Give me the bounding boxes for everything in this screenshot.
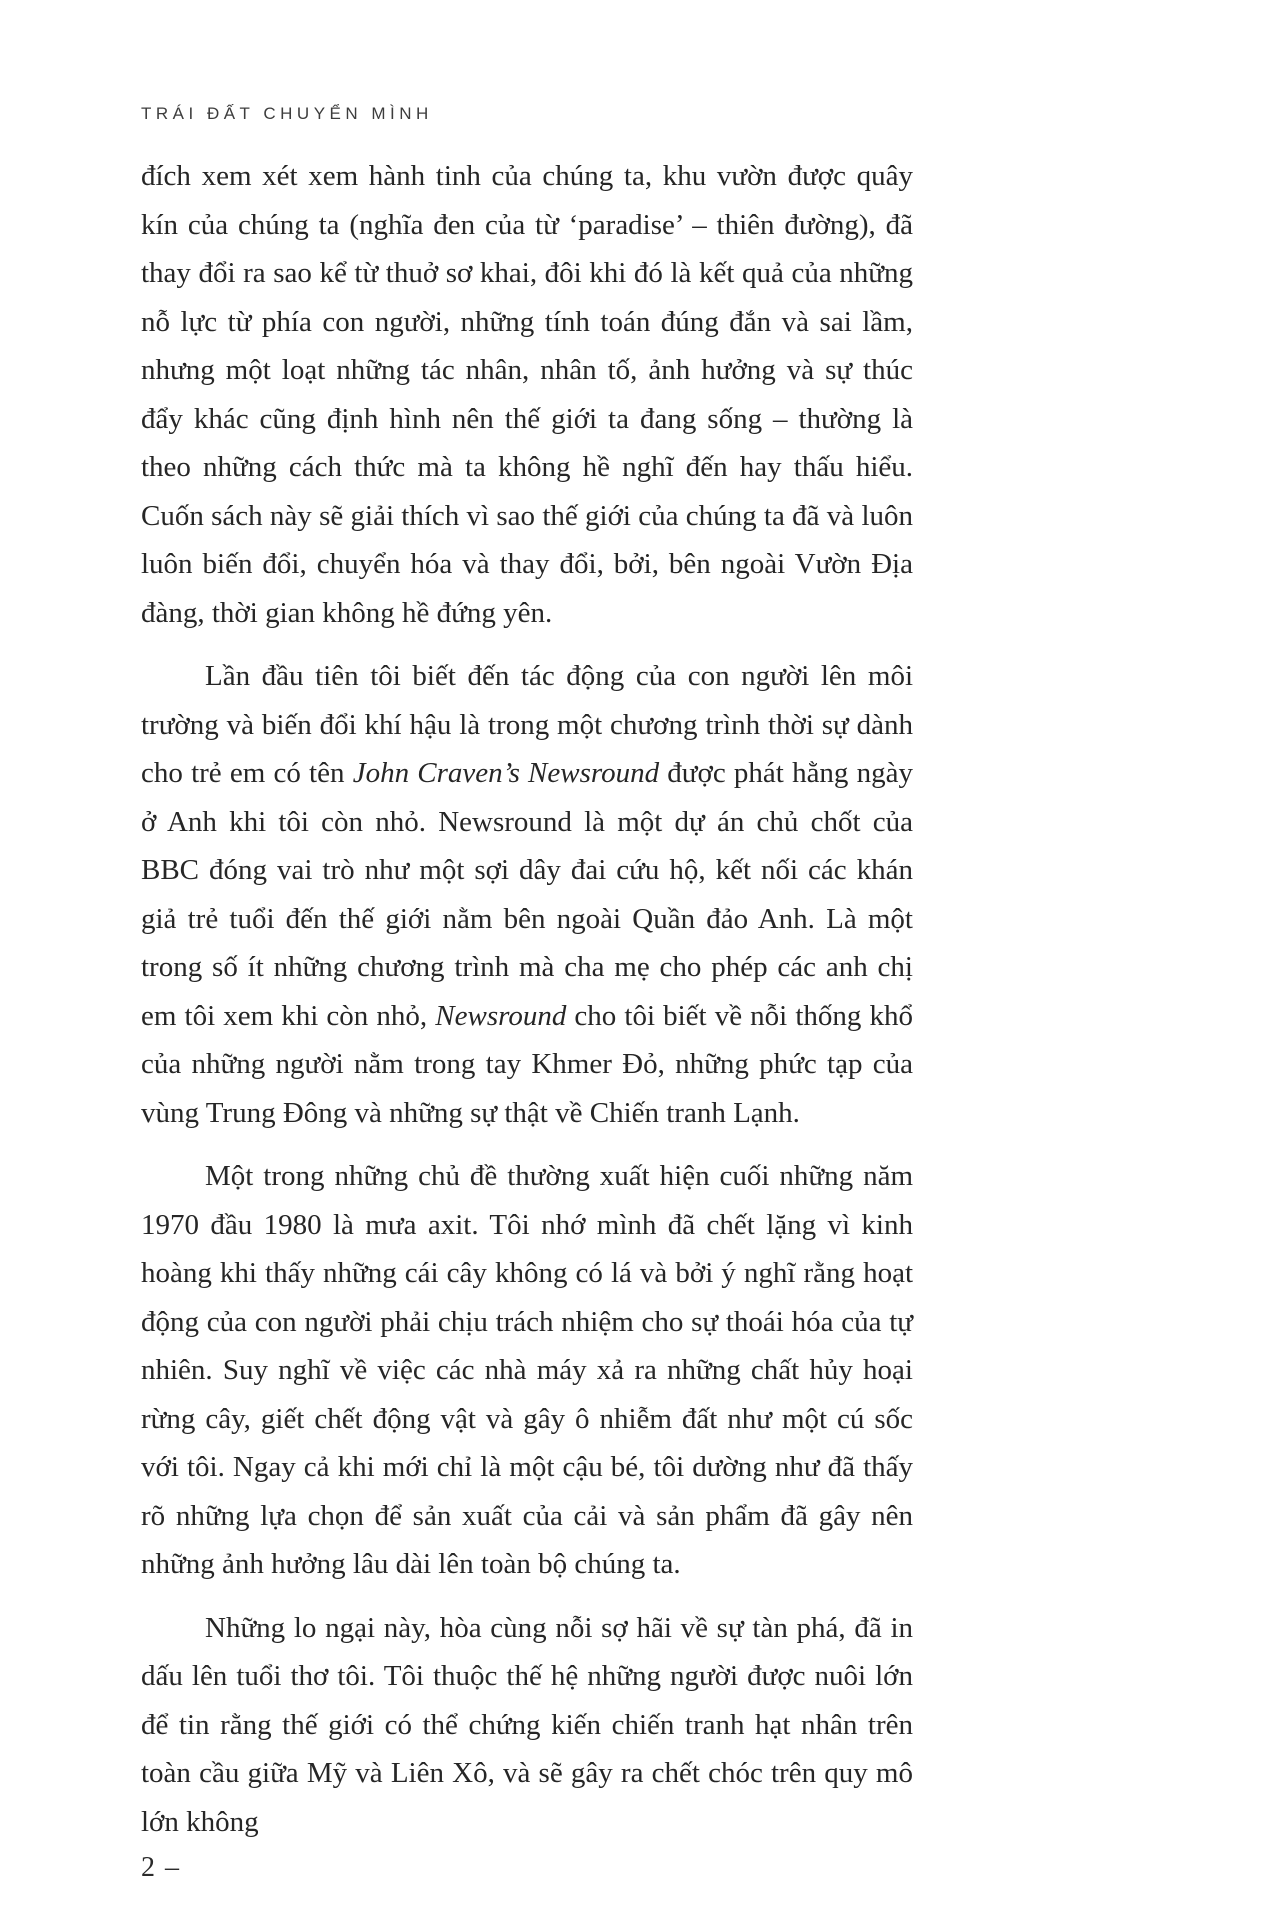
text-run: Lần đầu tiên tôi biết đến tác động của con người lên môi trường và biến đổi khí hậu là trong một chương trình thời sự dành cho trẻ em có tên — [141, 660, 913, 789]
text-run: Những lo ngại này, hòa cùng nỗi sợ hãi về sự tàn phá, đã in dấu lên tuổi thơ tôi. Tôi thuộc thế hệ những người được nuôi lớn để tin rằng thế giới có thể chứng kiến chiến tranh hạt nhân trên toàn cầu giữa Mỹ và Liên Xô, và sẽ gây ra chết chóc trên quy mô lớn không — [141, 1611, 913, 1838]
page-footer — [141, 1852, 179, 1884]
page-number: 2 — [141, 1852, 155, 1883]
italic-text-run: Newsround — [435, 999, 567, 1032]
paragraph — [141, 1604, 913, 1847]
running-head-title: TRÁI ĐẤT CHUYỂN MÌNH — [141, 104, 433, 123]
content-area — [141, 152, 913, 1861]
text-run: Một trong những chủ đề thường xuất hiện cuối những năm 1970 đầu 1980 là mưa axit. Tôi nhớ mình đã chết lặng vì kinh hoàng khi thấy những cái cây không có lá và bởi ý nghĩ rằng hoạt động của con người phải chịu trách nhiệm cho sự thoái hóa của tự nhiên. Suy nghĩ về việc các nhà máy xả ra những chất hủy hoại rừng cây, giết chết động vật và gây ô nhiễm đất như một cú sốc với tôi. Ngay cả khi mới chỉ là một cậu bé, tôi dường như đã thấy rõ những lựa chọn để sản xuất của cải và sản phẩm đã gây nên những ảnh hưởng lâu dài lên toàn bộ chúng ta. — [141, 1160, 913, 1580]
text-run: được phát hằng ngày ở Anh khi tôi còn nhỏ. Newsround là một dự án chủ chốt của BBC đóng vai trò như một sợi dây đai cứu hộ, kết nối các khán giả trẻ tuổi đến thế giới nằm bên ngoài Quần đảo Anh. Là một trong số ít những chương trình mà cha mẹ cho phép các anh chị em tôi xem khi còn nhỏ, — [141, 757, 914, 1032]
page-number-dash: – — [165, 1852, 179, 1883]
italic-text-run: John Craven’s Newsround — [352, 757, 660, 789]
paragraph — [141, 152, 913, 637]
paragraph — [141, 1152, 913, 1589]
text-run: cho tôi biết về nỗi thống khổ của những người nằm trong tay Khmer Đỏ, những phức tạp của vùng Trung Đông và những sự thật về Chiến tranh Lạnh. — [141, 999, 913, 1129]
text-run: đích xem xét xem hành tinh của chúng ta, khu vườn được quây kín của chúng ta (nghĩa đen của từ ‘paradise’ – thiên đường), đã thay đổi ra sao kể từ thuở sơ khai, đôi khi đó là kết quả của những nỗ lực từ phía con người, những tính toán đúng đắn và sai lầm, nhưng một loạt những tác nhân, nhân tố, ảnh hưởng và sự thúc đẩy khác cũng định hình nên thế giới ta đang sống – thường là theo những cách thức mà ta không hề nghĩ đến hay thấu hiểu. Cuốn sách này sẽ giải thích vì sao thế giới của chúng ta đã và luôn luôn biến đổi, chuyển hóa và thay đổi, bởi, bên ngoài Vườn Địa đàng, thời gian không hề đứng yên. — [141, 160, 913, 629]
paragraph — [141, 652, 913, 1137]
